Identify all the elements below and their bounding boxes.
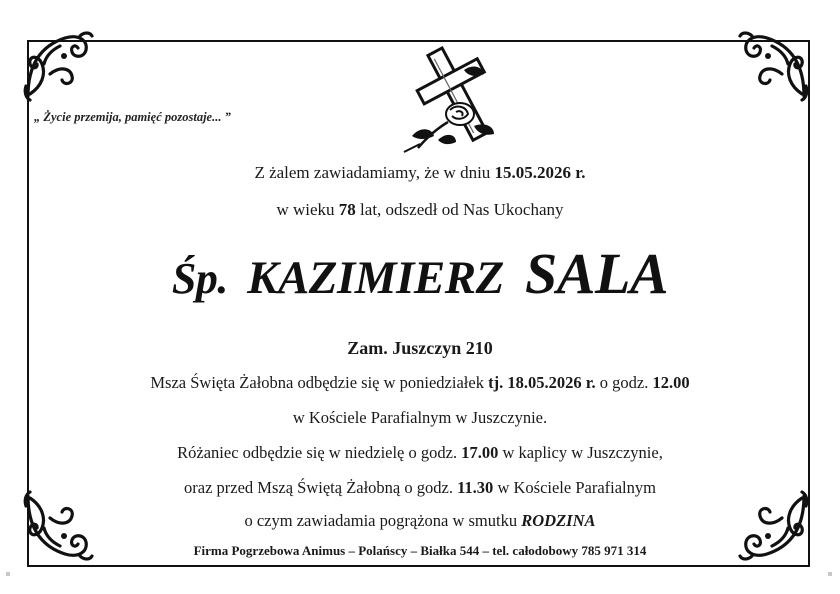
crop-mark [828,572,832,576]
mass-line [0,373,840,393]
rosary-time2: 11.30 [457,478,494,497]
age-suffix: lat, odszedł od Nas Ukochany [360,200,564,219]
funeral-home-footer: Firma Pogrzebowa Animus – Polańscy – Białka 544 – tel. całodobowy 785 971 314 [193,543,647,558]
last-name: SALA [525,241,669,306]
mass-text: Msza Święta Żałobna odbędzie się w poniedziałek [150,373,484,392]
closing-text: o czym zawiadamia pogrążona w smutku [244,511,518,530]
rosary-place: w kaplicy w Juszczynie, [502,443,663,462]
intro-text: Z żalem zawiadamiamy, że w dniu [254,163,491,182]
corner-ornament-top-right [734,26,812,104]
mass-time: 12.00 [652,373,690,392]
first-name: KAZIMIERZ [247,252,504,304]
rosary-text: Różaniec odbędzie się w niedzielę o godz. [177,443,458,462]
death-announcement-line [0,163,840,183]
motto-quote: „ Życie przemija, pamięć pozostaje... ” [34,110,231,124]
mass-date: tj. 18.05.2026 r. [488,373,596,392]
rosary-line2-suffix: w Kościele Parafialnym [497,478,656,497]
death-date: 15.05.2026 r. [494,163,586,182]
mass-place: w Kościele Parafialnym w Juszczynie. [292,408,548,427]
age-value: 78 [338,200,356,219]
age-line [0,200,840,220]
crop-mark [6,572,10,576]
cross-with-rose-icon [398,40,508,158]
age-prefix: w wieku [276,200,335,219]
closing-line [0,511,840,531]
rosary-time: 17.00 [461,443,499,462]
corner-ornament-top-left [20,26,98,104]
name-prefix: Śp. [171,254,228,303]
rosary-line [0,443,840,463]
rosary-line2-prefix: oraz przed Mszą Świętą Żałobną o godz. [184,478,453,497]
family-signature: RODZINA [521,511,596,530]
deceased-address: Zam. Juszczyn 210 [347,338,493,358]
mass-time-prefix: o godz. [599,373,649,392]
deceased-name [0,240,840,307]
rosary-second-line [0,478,840,498]
